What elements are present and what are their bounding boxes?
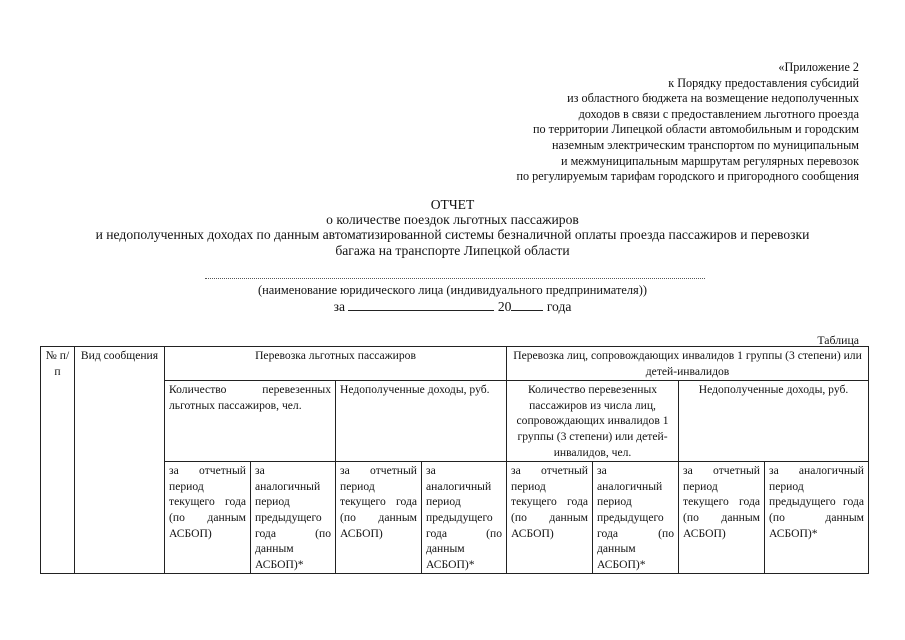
appendix-line: «Приложение 2 [778, 60, 859, 74]
appendix-line: и межмуниципальным маршрутам регулярных перевозок [561, 153, 859, 168]
org-name-caption: (наименование юридического лица (индивидуального предпринимателя)) [258, 283, 647, 297]
report-subtitle-line: о количестве поездок льготных пассажиров [326, 212, 579, 228]
appendix-line: к Порядку предоставления субсидий [668, 75, 859, 90]
sub-companions-count-header: Количество перевезенных пассажиров из числа лиц, сопровождающих инвалидов 1 группы (3 степени) или детей-инвалидов, чел. [507, 381, 679, 462]
period-line [0, 298, 905, 315]
period-prefix: за [333, 299, 345, 314]
col-number-header: № п/п [41, 347, 75, 574]
appendix-line: по регулируемым тарифам городского и пригородного сообщения [516, 169, 859, 184]
period-current-header: за отчетный период текущего года (по данным АСБОП) [679, 462, 765, 574]
org-name-blank [205, 278, 705, 279]
report-subtitle-line: и недополученных доходах по данным автоматизированной системы безналичной оплаты проезда пассажиров и перевозки [95, 227, 810, 243]
year-blank [511, 298, 543, 311]
appendix-line: наземным электрическим транспортом по муниципальным [551, 137, 859, 152]
appendix-line: по территории Липецкой области автомобильным и городским [532, 122, 859, 137]
appendix-header [516, 60, 859, 185]
col-kind-header: Вид сообщения [75, 347, 165, 574]
group-companions-header: Перевозка лиц, сопровождающих инвалидов 1 группы (3 степени) или детей-инвалидов [507, 347, 869, 381]
group-privileged-header: Перевозка льготных пассажиров [165, 347, 507, 381]
report-heading: ОТЧЕТ [430, 197, 475, 212]
table-period-row [41, 462, 869, 574]
report-title [0, 197, 905, 258]
period-prev-header: за аналогичный период предыдущего года (по данным АСБОП)* [765, 462, 869, 574]
appendix-line: из областного бюджета на возмещение недополученных [567, 91, 859, 106]
sub-companions-income-header: Недополученные доходы, руб. [679, 381, 869, 462]
table-header-row [41, 347, 869, 381]
period-current-header: за отчетный период текущего года (по данным АСБОП) [507, 462, 593, 574]
sub-privileged-income-header: Недополученные доходы, руб. [336, 381, 507, 462]
period-suffix: года [546, 299, 572, 314]
report-subtitle-line: багажа на транспорте Липецкой области [335, 242, 570, 258]
report-table [40, 346, 869, 574]
table-label: Таблица [817, 333, 859, 347]
period-prev-header: за аналогичный период предыдущего года (по данным АСБОП)* [422, 462, 507, 574]
period-prev-header: за аналогичный период предыдущего года (по данным АСБОП)* [251, 462, 336, 574]
period-blank [348, 298, 494, 311]
period-year-prefix: 20 [497, 299, 512, 314]
sub-privileged-count-header: Количество перевезенных льготных пассажиров, чел. [165, 381, 336, 462]
period-prev-header: за аналогичный период предыдущего года (по данным АСБОП)* [593, 462, 679, 574]
period-current-header: за отчетный период текущего года (по данным АСБОП) [165, 462, 251, 574]
period-current-header: за отчетный период текущего года (по данным АСБОП) [336, 462, 422, 574]
table-subheader-row [41, 381, 869, 462]
appendix-line: доходов в связи с предоставлением льготного проезда [578, 106, 859, 121]
